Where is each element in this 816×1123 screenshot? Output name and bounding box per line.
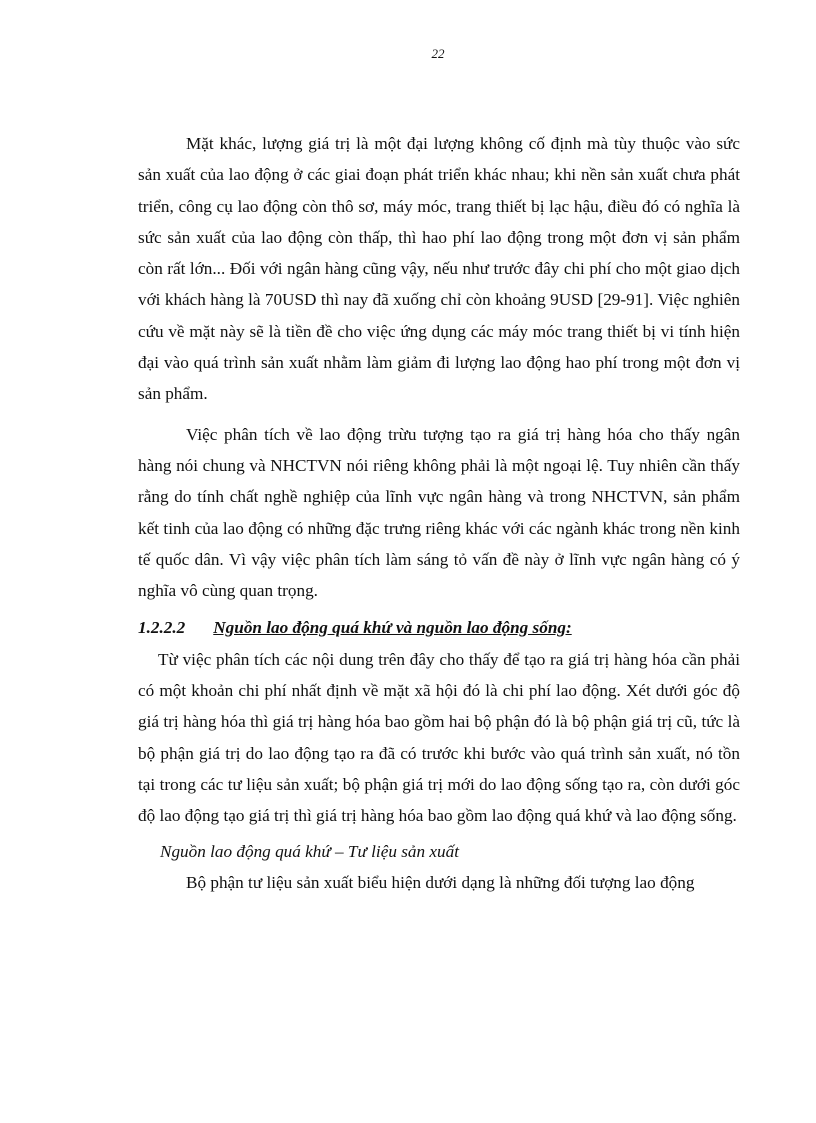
paragraph-labor-value: Mặt khác, lượng giá trị là một đại lượng không cố định mà tùy thuộc vào sức sản xuất của lao động ở các giai đoạn phát triển khác nhau; khi nền sản xuất chưa phát triển, công cụ lao động còn thô sơ, máy móc, trang thiết bị lạc hậu, điều đó có nghĩa là sức sản xuất của lao động còn thấp, thì hao phí lao động trong một đơn vị sản phẩm còn rất lớn... Đối với ngân hàng cũng vậy, nếu như trước đây chi phí cho một giao dịch với khách hàng là 70USD thì nay đã xuống chỉ còn khoảng 9USD [29-91]. Việc nghiên cứu về mặt này sẽ là tiền đề cho việc ứng dụng các máy móc trang thiết bị vi tính hiện đại vào quá trình sản xuất nhằm làm giảm đi lượng lao động hao phí trong một đơn vị sản phẩm.	[138, 134, 740, 404]
paragraph-abstract-labor: Việc phân tích về lao động trừu tượng tạo ra giá trị hàng hóa cho thấy ngân hàng nói chung và NHCTVN nói riêng không phải là một ngoại lệ. Tuy nhiên cần thấy rằng do tính chất nghề nghiệp của lĩnh vực ngân hàng và trong NHCTVN, sản phẩm kết tinh của lao động có những đặc trưng riêng khác với các ngành khác trong nền kinh tế quốc dân. Vì vậy việc phân tích làm sáng tỏ vấn đề này ở lĩnh vực ngân hàng có ý nghĩa vô cùng quan trọng.	[138, 424, 740, 601]
page-number: 22	[431, 46, 445, 61]
section-heading	[138, 612, 740, 643]
paragraph-means-of-production: Bộ phận tư liệu sản xuất biểu hiện dưới dạng là những đối tượng lao động	[186, 872, 695, 892]
page-body	[138, 128, 740, 898]
section-number: 1.2.2.2	[138, 618, 186, 638]
section-title: Nguồn lao động quá khứ và nguồn lao động sống:	[213, 618, 572, 638]
paragraph-labor-cost: Từ việc phân tích các nội dung trên đây cho thấy để tạo ra giá trị hàng hóa cần phải có một khoản chi phí nhất định về mặt xã hội đó là chi phí lao động. Xét dưới góc độ giá trị hàng hóa thì giá trị hàng hóa bao gồm hai bộ phận đó là bộ phận giá trị cũ, tức là bộ phận giá trị do lao động tạo ra đã có trước khi bước vào quá trình sản xuất, nó tồn tại trong các tư liệu sản xuất; bộ phận giá trị mới do lao động sống tạo ra, còn dưới góc độ lao động tạo giá trị thì giá trị hàng hóa bao gồm lao động quá khứ và lao động sống.	[138, 649, 740, 826]
subheading-past-labor: Nguồn lao động quá khứ – Tư liệu sản xuất	[160, 841, 459, 861]
